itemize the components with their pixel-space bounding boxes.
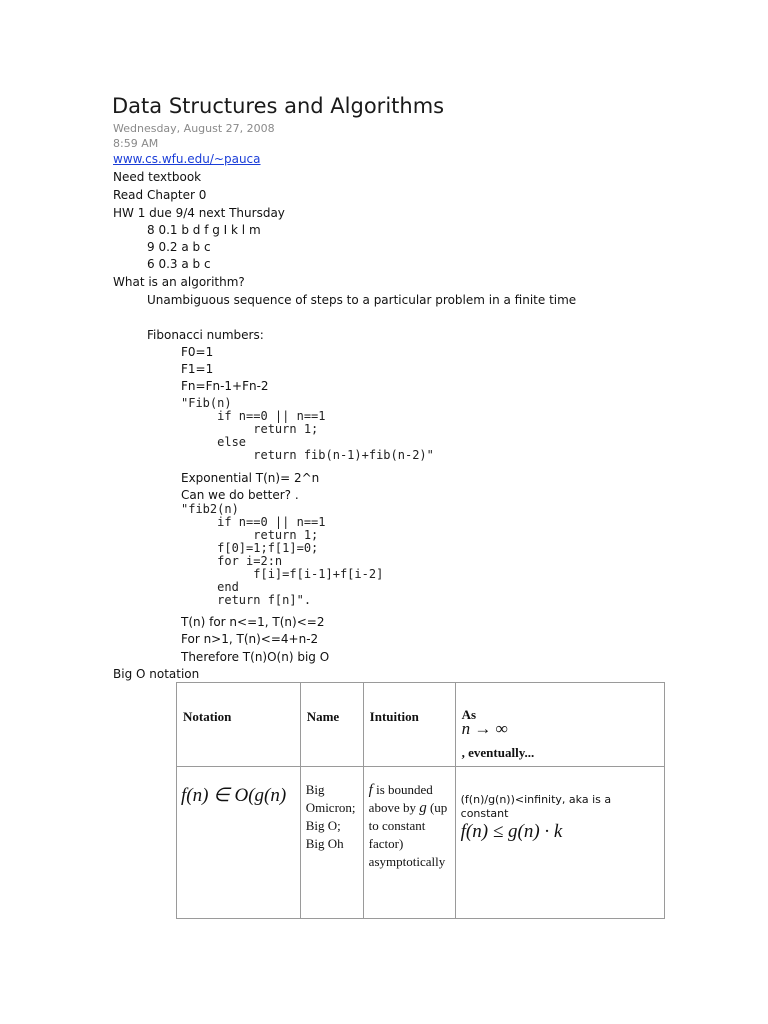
header-as: [455, 683, 664, 767]
page-title: Data Structures and Algorithms: [112, 94, 445, 118]
table-header-row: [177, 683, 665, 767]
question-line: What is an algorithm?: [113, 275, 245, 289]
note-time: 8:59 AM: [113, 137, 159, 150]
header-as-limit: n → ∞: [461, 719, 508, 738]
cell-intuition: [363, 767, 455, 919]
homework-item: 8 0.1 b d f g I k l m: [147, 223, 261, 237]
fib-code-block: "Fib(n) if n==0 || n==1 return 1; else return fib(n-1)+fib(n-2)": [181, 396, 434, 462]
homework-item: 6 0.3 a b c: [147, 257, 211, 271]
cell-as: [455, 767, 664, 919]
fib-recurrence: Fn=Fn-1+Fn-2: [181, 379, 269, 393]
intuition-text: is bounded above by: [368, 782, 433, 815]
cell-name: Big Omicron; Big O; Big Oh: [300, 767, 363, 919]
better-line: Can we do better? .: [181, 488, 299, 502]
runtime-line: For n>1, T(n)<=4+n-2: [181, 632, 319, 646]
read-chapter-line: Read Chapter 0: [113, 188, 207, 202]
intuition-f: f: [368, 782, 373, 798]
note-date: Wednesday, August 27, 2008: [113, 122, 275, 135]
as-description: (f(n)/g(n))<infinity, aka is a constant: [460, 793, 612, 820]
fib-base-0: F0=1: [181, 345, 214, 359]
conclusion-line: Therefore T(n)O(n) big O: [181, 650, 330, 664]
need-textbook-line: Need textbook: [113, 170, 202, 184]
as-inequality: f(n) ≤ g(n) · k: [460, 821, 563, 842]
header-name: Name: [300, 683, 363, 767]
exponential-line: Exponential T(n)= 2^n: [181, 471, 320, 485]
notation-table: [176, 682, 665, 919]
fib-base-1: F1=1: [181, 362, 214, 376]
big-o-formula: f(n) ∈ O(g(n): [181, 785, 287, 806]
header-notation: Notation: [177, 683, 301, 767]
table-row: [177, 767, 665, 919]
course-link[interactable]: www.cs.wfu.edu/~pauca: [113, 152, 261, 166]
homework-item: 9 0.2 a b c: [147, 240, 211, 254]
header-intuition: Intuition: [363, 683, 455, 767]
intuition-g: g: [419, 800, 427, 816]
definition-line: Unambiguous sequence of steps to a particular problem in a finite time: [147, 293, 577, 307]
cell-notation: [177, 767, 301, 919]
header-as-tail: , eventually...: [461, 745, 535, 760]
header-as-label: As: [461, 707, 477, 722]
fibonacci-heading: Fibonacci numbers:: [147, 328, 264, 342]
big-o-heading: Big O notation: [113, 667, 200, 681]
intuition-rest: (up to constant factor) asymptotically: [368, 800, 448, 869]
homework-line: HW 1 due 9/4 next Thursday: [113, 206, 285, 220]
runtime-line: T(n) for n<=1, T(n)<=2: [181, 615, 325, 629]
fib2-code-block: "fib2(n) if n==0 || n==1 return 1; f[0]=1;f[1]=0; for i=2:n f[i]=f[i-1]+f[i-2] end return f[n]".: [181, 502, 384, 607]
